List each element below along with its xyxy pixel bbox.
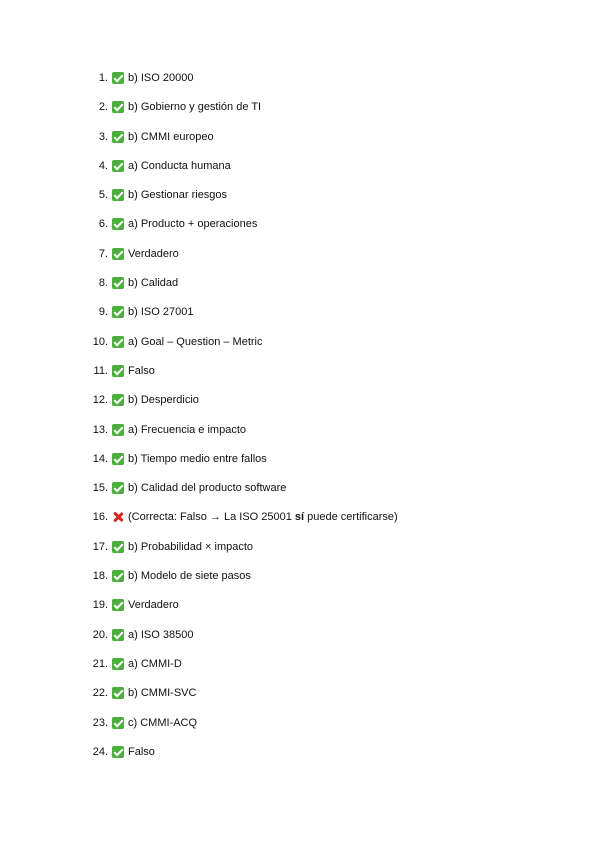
check-icon — [112, 482, 124, 494]
answer-text: Falso — [128, 745, 155, 758]
check-icon — [112, 717, 124, 729]
answer-text: b) CMMI-SVC — [128, 687, 197, 700]
answer-text: c) CMMI-ACQ — [128, 716, 198, 729]
answer-text: b) Desperdicio — [128, 394, 199, 407]
answer-item-17 — [86, 539, 398, 568]
answer-item-18 — [86, 568, 398, 597]
check-icon — [112, 599, 124, 611]
check-icon — [112, 160, 124, 172]
answer-text: b) Gobierno y gestión de TI — [128, 101, 262, 114]
item-number: 14. — [92, 452, 108, 465]
answer-item-11 — [86, 363, 398, 392]
answer-text: Falso — [128, 364, 155, 377]
item-number: 21. — [92, 657, 108, 670]
check-icon — [112, 424, 124, 436]
answer-item-2 — [86, 99, 398, 128]
check-icon — [112, 629, 124, 641]
answer-item-23 — [86, 715, 398, 744]
check-icon — [112, 72, 124, 84]
answer-item-19 — [86, 597, 398, 626]
answer-text: a) ISO 38500 — [128, 628, 194, 641]
check-icon — [112, 218, 124, 230]
item-number: 9. — [98, 306, 108, 319]
check-icon — [112, 189, 124, 201]
answer-text: a) Goal – Question – Metric — [128, 335, 263, 348]
check-icon — [112, 746, 124, 758]
check-icon — [112, 394, 124, 406]
answer-text: a) CMMI-D — [128, 657, 182, 670]
item-number: 17. — [92, 540, 108, 553]
item-number: 8. — [98, 277, 108, 290]
check-icon — [112, 101, 124, 113]
check-icon — [112, 306, 124, 318]
check-icon — [112, 570, 124, 582]
answer-text: b) Calidad del producto software — [128, 482, 287, 495]
answer-text: a) Producto + operaciones — [128, 218, 258, 231]
item-number: 3. — [98, 130, 108, 143]
answer-text: b) ISO 27001 — [128, 306, 194, 319]
item-number: 10. — [92, 335, 108, 348]
answer-text-bold: sí — [294, 511, 305, 524]
check-icon — [112, 453, 124, 465]
answer-item-20 — [86, 627, 398, 656]
answer-text-after: puede certificarse) — [304, 511, 398, 524]
item-number: 11. — [93, 364, 108, 377]
answer-item-21 — [86, 656, 398, 685]
answer-item-4 — [86, 158, 398, 187]
item-number: 23. — [92, 716, 108, 729]
item-number: 2. — [98, 101, 108, 114]
answer-item-3 — [86, 129, 398, 158]
item-number: 4. — [98, 159, 108, 172]
answer-text: b) CMMI europeo — [128, 130, 214, 143]
item-number: 15. — [92, 482, 108, 495]
answer-item-1 — [86, 70, 398, 99]
check-icon — [112, 365, 124, 377]
answer-item-16 — [86, 509, 398, 538]
answer-item-14 — [86, 451, 398, 480]
answer-text: b) Calidad — [128, 277, 179, 290]
check-icon — [112, 336, 124, 348]
cross-icon — [112, 511, 124, 523]
answer-text-before: (Correcta: Falso → La ISO 25001 — [128, 511, 295, 524]
answer-item-22 — [86, 685, 398, 714]
answer-item-9 — [86, 304, 398, 333]
answer-text: b) ISO 20000 — [128, 72, 194, 84]
answer-text: b) Gestionar riesgos — [128, 189, 228, 202]
check-icon — [112, 131, 124, 143]
item-number: 22. — [92, 687, 108, 700]
answer-list — [86, 70, 398, 773]
item-number: 12. — [92, 394, 108, 407]
item-number: 6. — [98, 218, 108, 231]
item-number: 24. — [92, 745, 108, 758]
answer-item-24 — [86, 744, 398, 773]
check-icon — [112, 248, 124, 260]
item-number: 18. — [92, 570, 108, 583]
answer-item-10 — [86, 334, 398, 363]
check-icon — [112, 658, 124, 670]
answer-text: Verdadero — [128, 247, 179, 260]
answer-text: b) Tiempo medio entre fallos — [128, 452, 267, 465]
item-number: 20. — [92, 628, 108, 641]
answer-item-6 — [86, 216, 398, 245]
answer-text: b) Modelo de siete pasos — [128, 570, 251, 583]
answer-item-13 — [86, 422, 398, 451]
answer-text: a) Frecuencia e impacto — [128, 423, 246, 436]
answer-item-12 — [86, 392, 398, 421]
item-number: 7. — [98, 247, 108, 260]
answer-item-5 — [86, 187, 398, 216]
answer-item-7 — [86, 246, 398, 275]
answer-item-8 — [86, 275, 398, 304]
answer-item-15 — [86, 480, 398, 509]
answer-text — [128, 509, 398, 525]
answer-text: b) Probabilidad × impacto — [128, 540, 254, 553]
check-icon — [112, 687, 124, 699]
item-number: 19. — [92, 599, 108, 612]
check-icon — [112, 541, 124, 553]
check-icon — [112, 277, 124, 289]
answer-text: Verdadero — [128, 599, 179, 612]
item-number: 5. — [98, 189, 108, 202]
item-number: 1. — [98, 72, 108, 84]
item-number: 16. — [92, 511, 108, 524]
item-number: 13. — [92, 423, 108, 436]
answer-text: a) Conducta humana — [128, 159, 231, 172]
